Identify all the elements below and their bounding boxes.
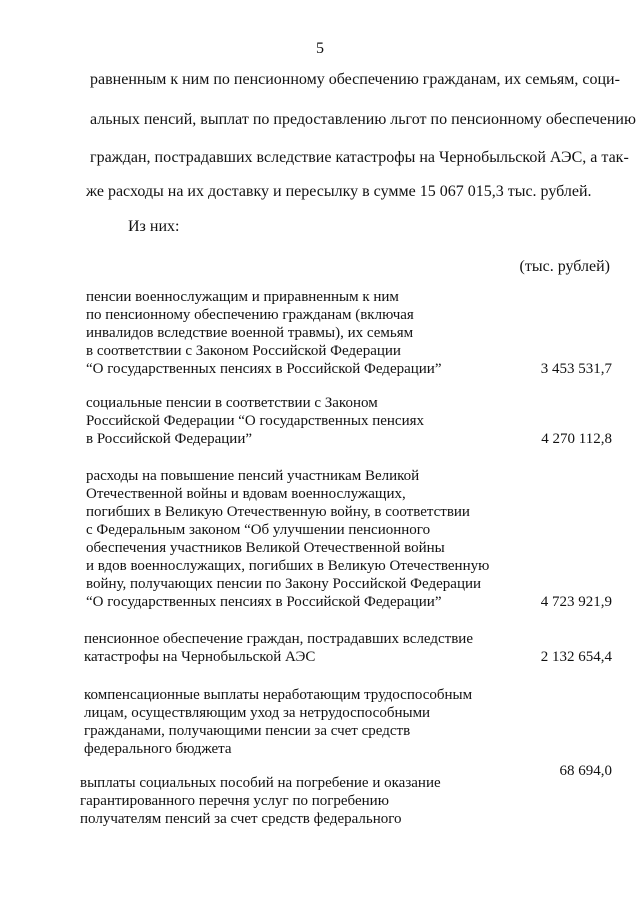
item-text-line: в Российской Федерации” xyxy=(86,431,253,447)
item-text-line: катастрофы на Чернобыльской АЭС xyxy=(84,649,316,665)
item-text-line: лицам, осуществляющим уход за нетрудоспособными xyxy=(84,705,431,721)
item-text-line: в соответствии с Законом Российской Федерации xyxy=(86,343,401,359)
item-text-line: “О государственных пенсиях в Российской Федерации” xyxy=(86,361,442,377)
item-amount: 68 694,0 xyxy=(559,763,612,779)
intro-text: Из них: xyxy=(128,218,180,235)
item-text-line: Российской Федерации “О государственных пенсиях xyxy=(86,413,425,429)
item-text-line: пенсии военнослужащим и приравненным к ним xyxy=(86,289,399,305)
item-amount: 4 723 921,9 xyxy=(540,594,612,610)
item-text-line: “О государственных пенсиях в Российской Федерации” xyxy=(86,594,442,610)
paragraph-line: же расходы на их доставку и пересылку в сумме 15 067 015,3 тыс. рублей. xyxy=(86,183,592,200)
item-text-line: получателям пенсий за счет средств федерального xyxy=(80,811,402,827)
paragraph-line: граждан, пострадавших вследствие катастрофы на Чернобыльской АЭС, а так- xyxy=(90,149,629,166)
item-text-line: федерального бюджета xyxy=(84,741,232,757)
item-text-line: компенсационные выплаты неработающим трудоспособным xyxy=(84,687,473,703)
item-text-line: выплаты социальных пособий на погребение и оказание xyxy=(80,775,441,791)
item-text-line: погибших в Великую Отечественную войну, в соответствии xyxy=(86,504,470,520)
item-text-line: инвалидов вследствие военной травмы), их семьям xyxy=(86,325,414,341)
item-text-line: социальные пенсии в соответствии с Законом xyxy=(86,395,378,411)
paragraph-line: равненным к ним по пенсионному обеспечению гражданам, их семьям, соци- xyxy=(90,71,620,88)
item-text-line: пенсионное обеспечение граждан, пострадавших вследствие xyxy=(84,631,473,647)
item-text-line: Отечественной войны и вдовам военнослужащих, xyxy=(86,486,406,502)
item-text-line: обеспечения участников Великой Отечественной войны xyxy=(86,540,445,556)
item-text-line: гражданами, получающими пенсии за счет средств xyxy=(84,723,411,739)
item-amount: 2 132 654,4 xyxy=(540,649,612,665)
item-text-line: расходы на повышение пенсий участникам Великой xyxy=(86,468,420,484)
item-text-line: по пенсионному обеспечению гражданам (включая xyxy=(86,307,414,323)
item-amount: 4 270 112,8 xyxy=(541,431,612,447)
item-amount: 3 453 531,7 xyxy=(540,361,612,377)
item-text-line: гарантированного перечня услуг по погребению xyxy=(80,793,389,809)
item-text-line: с Федеральным законом “Об улучшении пенсионного xyxy=(86,522,431,538)
page-number: 5 xyxy=(316,40,324,57)
item-text-line: войну, получающих пенсии по Закону Российской Федерации xyxy=(86,576,482,592)
paragraph-line: альных пенсий, выплат по предоставлению льгот по пенсионному обеспечению xyxy=(90,111,636,128)
item-text-line: и вдов военнослужащих, погибших в Великую Отечественную xyxy=(86,558,490,574)
unit-label: (тыс. рублей) xyxy=(519,258,610,275)
